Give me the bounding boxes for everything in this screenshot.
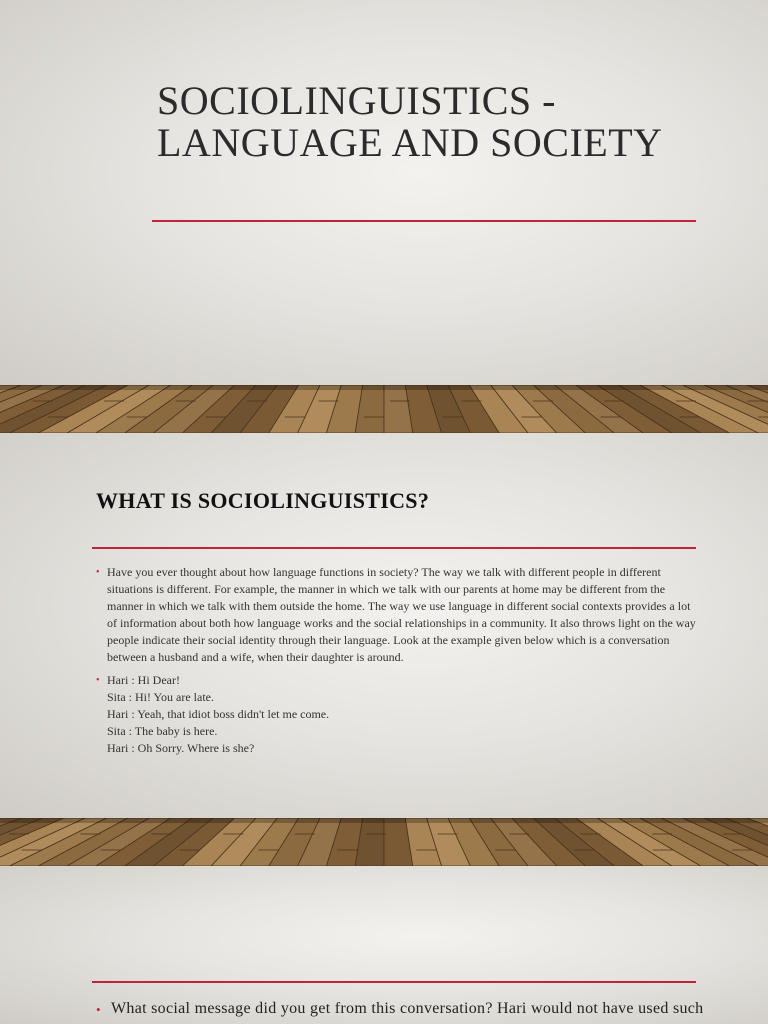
dialogue-line: Sita : Hi! You are late. [107, 690, 214, 704]
title-divider [92, 981, 696, 983]
question-text: What social message did you get from this conversation? Hari would not have used such [111, 1000, 704, 1017]
dialogue-line: Hari : Yeah, that idiot boss didn't let me come. [107, 707, 330, 721]
dialogue-line: Hari : Hi Dear! [107, 673, 180, 687]
intro-paragraph: Have you ever thought about how language functions in society? The way we talk with different people in different situations is different. For example, the manner in which we talk with our parents at home may be different from the manner in which we talk with them outside the home. The way we use language in different social contexts provides a lot of information about both how language works and the social relationships in a community. It also throws light on the way people indicate their social identity through their language. Look at the example given below which is a conversation between a husband and a wife, when their daughter is around. [107, 565, 696, 664]
slide-2-title: WHAT IS SOCIOLINGUISTICS? [96, 488, 430, 513]
slide-1 [0, 0, 768, 385]
bullet-icon: • [96, 675, 100, 686]
slide-2 [0, 433, 768, 818]
slide-1-title-line-1: SOCIOLINGUISTICS - [157, 78, 556, 123]
dialogue-line: Sita : The baby is here. [107, 724, 218, 738]
bullet-icon: • [96, 1002, 101, 1017]
dialogue-line: Hari : Oh Sorry. Where is she? [107, 741, 255, 755]
slide-1-title-line-2: LANGUAGE AND SOCIETY [157, 120, 663, 165]
slide-2-body [96, 564, 696, 763]
wood-floor-image [0, 385, 768, 433]
list-item [96, 564, 696, 666]
slide-3 [0, 866, 768, 1024]
wood-floor-image [0, 818, 768, 866]
bullet-icon: • [96, 567, 100, 578]
wood-floor-divider [0, 818, 768, 866]
title-divider [92, 547, 696, 549]
slide-3-bullet [96, 998, 731, 1020]
title-divider [152, 220, 696, 222]
wood-floor-divider [0, 385, 768, 433]
list-item [96, 672, 696, 757]
slide-1-title [157, 80, 717, 164]
